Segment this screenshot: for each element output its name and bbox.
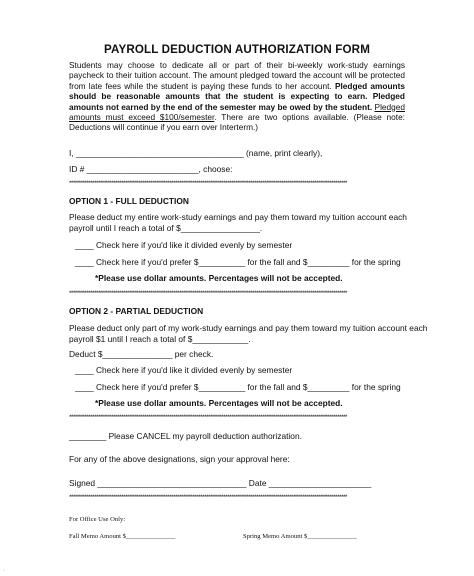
option2-desc-2[interactable]: payroll $1 until I reach a total of $____________. [69, 334, 251, 344]
sign-prompt: For any of the above designations, sign your approval here: [69, 454, 290, 464]
form-title: PAYROLL DEDUCTION AUTHORIZATION FORM [103, 43, 371, 56]
fall-memo-amount: Fall Memo Amount $_______________ [69, 533, 176, 540]
cancel-line[interactable]: ________ Please CANCEL my payroll deduction authorization. [69, 431, 302, 441]
divider-stars-4: ************************************************************************************************************************************************ [69, 494, 347, 501]
name-line[interactable]: I, ____________________________________ (name, print clearly), [69, 148, 323, 158]
signature-line[interactable]: Signed ________________________________ Date ______________________ [69, 478, 372, 488]
intro-paragraph [69, 60, 405, 133]
option2-check-even[interactable]: ____ Check here if you'd like it divided evenly by semester [75, 365, 293, 375]
divider-stars-1: ************************************************************************************************************************************************ [69, 180, 347, 187]
option2-deduct[interactable]: Deduct $_______________ per check. [69, 349, 214, 359]
option2-desc-1: Please deduct only part of my work-study earnings and pay them toward my tuition account each [69, 323, 428, 333]
page-corner-mark: · [3, 567, 6, 574]
intro-text-5: . There are two options available. (Please note: Deductions will continue if you earn over Interterm.) [69, 112, 405, 133]
option1-desc-1: Please deduct my entire work-study earnings and pay them toward my tuition account each [69, 212, 407, 222]
intro-text-4: Pledged amounts must exceed $100/semester [69, 101, 405, 123]
divider-stars-2: ************************************************************************************************************************************************ [69, 290, 347, 297]
intro-text-3: Pledged amounts not earned by the end of the semester may be owed by the student. [69, 91, 405, 112]
option1-heading: OPTION 1 - FULL DEDUCTION [69, 196, 189, 206]
option1-note: *Please use dollar amounts. Percentages will not be accepted. [95, 273, 343, 283]
option1-desc-2[interactable]: payroll until I reach a total of $_________________. [69, 223, 263, 233]
spring-memo-amount: Spring Memo Amount $_______________ [243, 533, 357, 540]
intro-text-1: Students may choose to dedicate all or part of their bi-weekly work-study earnings paycheck to their tuition account. The amount pledged toward the account will be protected from late fees while the student is paying these funds to her account. [69, 60, 405, 91]
id-line[interactable]: ID # ________________________, choose: [69, 164, 233, 174]
option1-check-even[interactable]: ____ Check here if you'd like it divided evenly by semester [75, 240, 293, 250]
option2-check-split[interactable]: ____ Check here if you'd prefer $__________ for the fall and $_________ for the spring [75, 382, 401, 392]
option2-heading: OPTION 2 - PARTIAL DEDUCTION [69, 306, 204, 316]
office-use-label: For Office Use Only: [69, 516, 126, 523]
option2-note: *Please use dollar amounts. Percentages will not be accepted. [95, 398, 343, 408]
divider-stars-3: ************************************************************************************************************************************************ [69, 414, 347, 421]
intro-text-2: Pledged amounts should be reasonable amounts that the student is expecting to earn. [69, 80, 405, 102]
option1-check-split[interactable]: ____ Check here if you'd prefer $__________ for the fall and $_________ for the spring [75, 257, 401, 267]
